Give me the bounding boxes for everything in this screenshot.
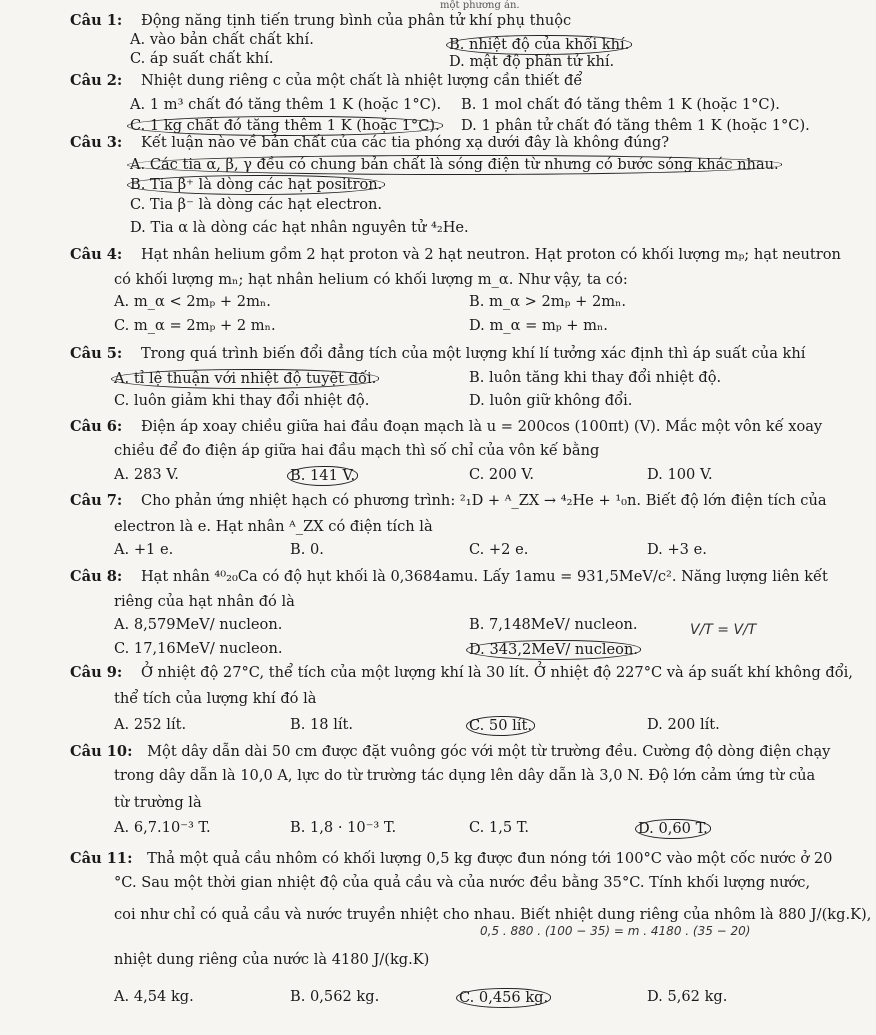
question-11-cont: °C. Sau một thời gian nhiệt độ của quả cầu và của nước đều bằng 35°C. Tính khối lượng nước, [114, 874, 811, 891]
q5-option-c[interactable]: C. luôn giảm khi thay đổi nhiệt độ. [114, 392, 370, 409]
q8-option-d[interactable]: D. 343,2MeV/ nucleon. [469, 640, 641, 660]
q1-option-b[interactable]: B. nhiệt độ của khối khí. [449, 35, 632, 55]
page-fragment: một phương án. [440, 0, 520, 11]
question-6: Câu 6: Điện áp xoay chiều giữa hai đầu đoạn mạch là u = 200cos (100πt) (V). Mắc một vôn kế xoay [70, 418, 823, 435]
question-11: Câu 11: Thả một quả cầu nhôm có khối lượng 0,5 kg được đun nóng tới 100°C vào một cốc nước ở 20 [70, 850, 833, 867]
q6-option-b[interactable]: B. 141 V. [290, 466, 358, 486]
q1-option-d[interactable]: D. mật độ phân tử khí. [449, 53, 615, 70]
q7-option-c[interactable]: C. +2 e. [469, 541, 529, 558]
q4-option-a[interactable]: A. m_α < 2mₚ + 2mₙ. [114, 293, 271, 310]
question-1: Câu 1: Động năng tịnh tiến trung bình của phân tử khí phụ thuộc [70, 12, 572, 29]
question-9: Câu 9: Ở nhiệt độ 27°C, thể tích của một lượng khí là 30 lít. Ở nhiệt độ 227°C và áp suất khí không đổi, [70, 664, 853, 681]
q4-option-d[interactable]: D. m_α = mₚ + mₙ. [469, 317, 608, 334]
q5-option-a[interactable]: A. tỉ lệ thuận với nhiệt độ tuyệt đối. [114, 369, 379, 389]
q9-option-a[interactable]: A. 252 lít. [114, 716, 187, 733]
question-7: Câu 7: Cho phản ứng nhiệt hạch có phương trình: ²₁D + ᴬ_ZX → ⁴₂He + ¹₀n. Biết độ lớn điện tích của [70, 492, 827, 509]
question-7-cont: electron là e. Hạt nhân ᴬ_ZX có điện tích là [114, 518, 433, 535]
q4-option-c[interactable]: C. m_α = 2mₚ + 2 mₙ. [114, 317, 276, 334]
question-10: Câu 10: Một dây dẫn dài 50 cm được đặt vuông góc với một từ trường đều. Cường độ dòng điện chạy [70, 743, 831, 760]
q8-option-c[interactable]: C. 17,16MeV/ nucleon. [114, 640, 283, 657]
q8-option-a[interactable]: A. 8,579MeV/ nucleon. [114, 616, 283, 633]
question-2: Câu 2: Nhiệt dung riêng c của một chất là nhiệt lượng cần thiết để [70, 72, 583, 89]
q2-option-a[interactable]: A. 1 m³ chất đó tăng thêm 1 K (hoặc 1°C). [130, 96, 442, 113]
q10-option-b[interactable]: B. 1,8 · 10⁻³ T. [290, 819, 397, 836]
q7-option-a[interactable]: A. +1 e. [114, 541, 174, 558]
q6-option-d[interactable]: D. 100 V. [647, 466, 713, 483]
q3-option-d[interactable]: D. Tia α là dòng các hạt nhân nguyên tử ⁴₂He. [130, 219, 469, 236]
question-10-cont: trong dây dẫn là 10,0 A, lực do từ trường tác dụng lên dây dẫn là 3,0 N. Độ lớn cảm ứng từ của [114, 767, 816, 784]
question-4-cont: có khối lượng mₙ; hạt nhân helium có khối lượng m_α. Như vậy, ta có: [114, 271, 628, 288]
question-5: Câu 5: Trong quá trình biến đổi đẳng tích của một lượng khí lí tưởng xác định thì áp suất của khí [70, 345, 806, 362]
q3-option-a[interactable]: A. Các tia α, β, γ đều có chung bản chất là sóng điện từ nhưng có bước sóng khác nhau. [130, 155, 782, 175]
q11-option-d[interactable]: D. 5,62 kg. [647, 988, 728, 1005]
q5-option-b[interactable]: B. luôn tăng khi thay đổi nhiệt độ. [469, 369, 722, 386]
q7-option-d[interactable]: D. +3 e. [647, 541, 707, 558]
question-8: Câu 8: Hạt nhân ⁴⁰₂₀Ca có độ hụt khối là 0,3684amu. Lấy 1amu = 931,5MeV/c². Năng lượng liên kết [70, 568, 828, 585]
q11-option-b[interactable]: B. 0,562 kg. [290, 988, 380, 1005]
question-10-cont2: từ trường là [114, 794, 202, 811]
q1-option-c[interactable]: C. áp suất chất khí. [130, 50, 274, 67]
q8-handwritten-note: V/T = V/T [690, 622, 757, 638]
q2-option-b[interactable]: B. 1 mol chất đó tăng thêm 1 K (hoặc 1°C). [461, 96, 780, 113]
q4-option-b[interactable]: B. m_α > 2mₚ + 2mₙ. [469, 293, 627, 310]
question-6-cont: chiều để đo điện áp giữa hai đầu mạch thì số chỉ của vôn kế bằng [114, 442, 600, 459]
q1-option-a[interactable]: A. vào bản chất chất khí. [130, 31, 314, 48]
question-8-cont: riêng của hạt nhân đó là [114, 593, 295, 610]
q3-option-b[interactable]: B. Tia β⁺ là dòng các hạt positron. [130, 175, 385, 195]
q6-option-c[interactable]: C. 200 V. [469, 466, 535, 483]
q11-option-c[interactable]: C. 0,456 kg. [459, 988, 551, 1008]
q7-option-b[interactable]: B. 0. [290, 541, 324, 558]
q3-option-c[interactable]: C. Tia β⁻ là dòng các hạt electron. [130, 196, 383, 213]
q2-option-d[interactable]: D. 1 phân tử chất đó tăng thêm 1 K (hoặc 1°C). [461, 117, 810, 134]
q11-option-a[interactable]: A. 4,54 kg. [114, 988, 194, 1005]
q8-option-b[interactable]: B. 7,148MeV/ nucleon. [469, 616, 638, 633]
question-9-cont: thể tích của lượng khí đó là [114, 690, 317, 707]
q11-handwritten-work: 0,5 . 880 . (100 − 35) = m . 4180 . (35 − 20) [480, 924, 751, 938]
question-4: Câu 4: Hạt nhân helium gồm 2 hạt proton và 2 hạt neutron. Hạt proton có khối lượng mₚ; hạt neutron [70, 246, 841, 263]
q9-option-d[interactable]: D. 200 lít. [647, 716, 720, 733]
q9-option-c[interactable]: C. 50 lít. [469, 716, 535, 736]
q10-option-d[interactable]: D. 0,60 T. [638, 819, 711, 839]
q6-option-a[interactable]: A. 283 V. [114, 466, 179, 483]
q10-option-a[interactable]: A. 6,7.10⁻³ T. [114, 819, 211, 836]
q2-option-c[interactable]: C. 1 kg chất đó tăng thêm 1 K (hoặc 1°C). [130, 116, 443, 136]
q9-option-b[interactable]: B. 18 lít. [290, 716, 354, 733]
question-3: Câu 3: Kết luận nào về bản chất của các tia phóng xạ dưới đây là không đúng? [70, 134, 670, 151]
question-11-cont2: coi như chỉ có quả cầu và nước truyền nhiệt cho nhau. Biết nhiệt dung riêng của nhôm là 880 J/(kg.K), [114, 906, 872, 923]
question-11-cont3: nhiệt dung riêng của nước là 4180 J/(kg.K) [114, 951, 430, 968]
q5-option-d[interactable]: D. luôn giữ không đổi. [469, 392, 633, 409]
q10-option-c[interactable]: C. 1,5 T. [469, 819, 529, 836]
